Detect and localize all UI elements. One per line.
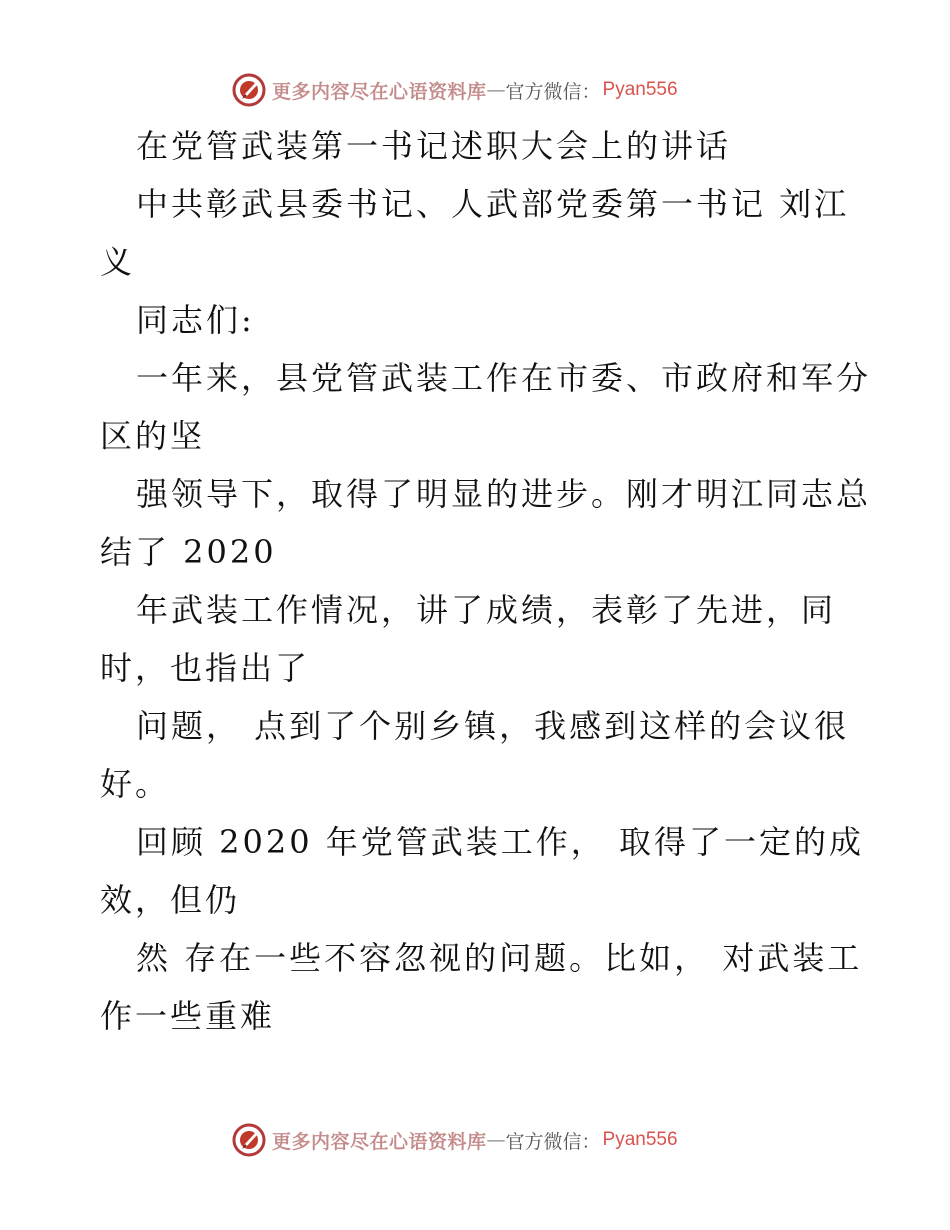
paragraph-line: 问题， 点到了个别乡镇，我感到这样的会议很 xyxy=(136,707,850,745)
paragraph-line: 一年来，县党管武装工作在市委、市政府和军分 xyxy=(136,359,872,397)
author-line-wrap: 义 xyxy=(100,243,136,281)
document-title: 在党管武装第一书记述职大会上的讲话 xyxy=(136,127,732,165)
banner-wechat-label: 官方微信： xyxy=(505,80,601,103)
paragraph-line: 强领导下，取得了明显的进步。刚才明江同志总 xyxy=(136,475,872,513)
banner-dash: — xyxy=(486,1129,506,1151)
paragraph-line: 区的坚 xyxy=(100,417,206,455)
paragraph-line: 时，也指出了 xyxy=(100,649,311,687)
footer-banner xyxy=(232,1120,732,1160)
paragraph-line: 效，但仍 xyxy=(100,881,241,919)
banner-dash: — xyxy=(486,79,506,101)
header-banner xyxy=(232,70,732,110)
author-line: 中共彰武县委书记、人武部党委第一书记 刘江 xyxy=(136,185,850,223)
banner-text: 更多内容尽在心语资料库 xyxy=(272,80,487,103)
banner-text: 更多内容尽在心语资料库 xyxy=(272,1130,487,1153)
paragraph-line: 年武装工作情况，讲了成绩，表彰了先进，同 xyxy=(136,591,837,629)
paragraph-line: 结了 2020 xyxy=(100,533,277,571)
paragraph-line: 好。 xyxy=(100,765,171,803)
paragraph-line: 然 存在一些不容忽视的问题。比如， 对武装工 xyxy=(136,939,863,977)
banner-wechat-id: Pyan556 xyxy=(602,1129,678,1150)
pen-logo-icon xyxy=(232,1123,266,1157)
salutation: 同志们: xyxy=(136,301,255,339)
banner-wechat-label: 官方微信： xyxy=(505,1130,601,1153)
paragraph-line: 回顾 2020 年党管武装工作， 取得了一定的成 xyxy=(136,823,864,861)
paragraph-line: 作一些重难 xyxy=(100,997,276,1035)
pen-logo-icon xyxy=(232,73,266,107)
banner-wechat-id: Pyan556 xyxy=(602,79,678,100)
